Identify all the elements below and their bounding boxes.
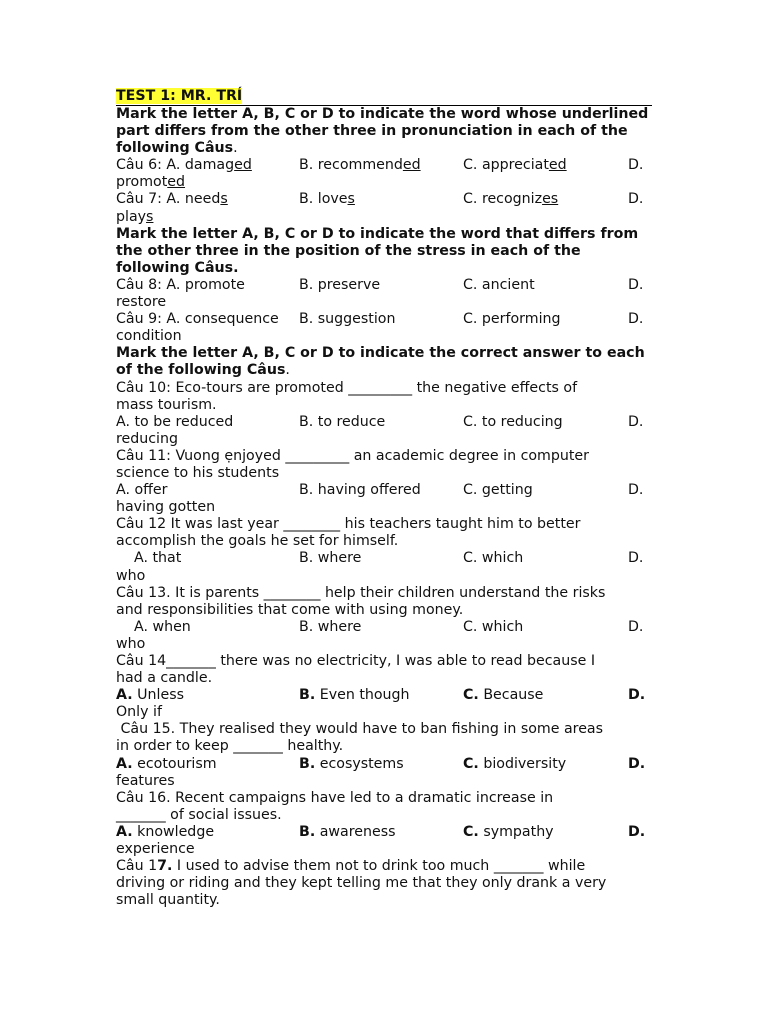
question-13-options: A. when B. where C. which D. — [134, 618, 644, 635]
question-17-stem: Câu 17. I used to advise them not to drink too much _______ while — [116, 858, 586, 875]
question-6-option-d: promoted — [116, 174, 186, 191]
page-title: TEST 1: MR. TRÍ — [116, 88, 243, 104]
question-13-stem: Câu 13. It is parents ________ help their children understand the risks — [116, 584, 606, 601]
question-11-stem: Câu 11: Vuong ẹnjoyed _________ an academic degree in computer — [116, 447, 589, 464]
question-15-stem: Câu 15. They realised they would have to ban fishing in some areas — [116, 721, 604, 738]
question-14-stem: Câu 14_______ there was no electricity, I was able to read because I — [116, 653, 596, 669]
question-8: Câu 8: A. promote B. preserve C. ancient D. — [116, 276, 644, 293]
question-6: Câu 6: A. damaged B. recommended C. appreciated D. — [116, 157, 644, 174]
question-14-options: A. Unless B. Even though C. Because D. — [116, 687, 646, 704]
document-page: TEST 1: MR. TRÍ Mark the letter A, B, C or D to indicate the word whose underlined part differs from the other three in pronunciation in each of the following Câus. Câu 6: A. damaged B. recommended C. appreciated D. promoted Câu 7: A. needs B. loves C. recognizes D. plays Mark the letter A, B, C or D to indicate the word that differs from the other three in the position of the stress in each of the following Câus. Câu 8: A. promote B. preserve C. ancient D. restore Câu 9: A. consequence B. suggestion C. performing D. condition Mark the letter A, B, C or D to indicate the correct answer to each of the following Câus. Câu 10: Eco-tours are promoted _________ the negative effects of mass tourism. A. to be reduced B. to reduce C. to reducing D. reducing Câu 11: Vuong ẹnjoyed _________ an academic degree in computer science to his students A. offer B. having offered C. getting D. having gotten Câu 12 It was last year ________ his teachers taught him to better accomplish the goals he set for himself. A. that B. where C. which D. who Câu 13. It is parents ________ help their children understand the risks and responsibilities that come with using money. A. when B. where C. which D. who Câu 14_______ there was no electricity, I was able to read because I had a candle. A. Unless B. Even though C. Because D. Only if Câu 15. They realised they would have to ban fishing in some areas in order to keep _______ healthy. A. ecotourism B. ecosystems C. biodiversity D. features Câu 16. Recent campaigns have led to a dramatic increase in _______ of social issues. A. knowledge B. awareness C. sympathy D. experience Câu 17. I used to advise them not to drink too much _______ while driving or riding and they kept telling me that they only drank a very small quantity. — [116, 88, 656, 909]
question-15-options: A. ecotourism B. ecosystems C. biodiversity D. — [116, 755, 646, 772]
instruction-pronunciation: Mark the letter A, B, C or D to indicate the word whose underlined part differs from the other three in pronunciation in each of the following Câus. — [116, 106, 649, 157]
question-10-options: A. to be reduced B. to reduce C. to reducing D. — [116, 413, 644, 430]
question-16-options: A. knowledge B. awareness C. sympathy D. — [116, 823, 646, 840]
instruction-correct-answer: Mark the letter A, B, C or D to indicate the correct answer to each of the following Câus. — [116, 345, 645, 379]
question-7: Câu 7: A. needs B. loves C. recognizes D. — [116, 191, 644, 208]
question-12-options: A. that B. where C. which D. — [134, 550, 644, 567]
question-12-stem: Câu 12 It was last year ________ his teachers taught him to better — [116, 516, 581, 533]
instruction-stress: Mark the letter A, B, C or D to indicate the word that differs from the other three in the position of the stress in each of the following Câus. — [116, 225, 639, 276]
question-7-option-d: plays — [116, 208, 154, 225]
question-16-stem: Câu 16. Recent campaigns have led to a dramatic increase in — [116, 789, 554, 806]
question-10-stem: Câu 10: Eco-tours are promoted _________ the negative effects of — [116, 379, 578, 396]
question-11-options: A. offer B. having offered C. getting D. — [116, 482, 644, 499]
title-line — [116, 88, 652, 106]
question-9: Câu 9: A. consequence B. suggestion C. performing D. — [116, 311, 644, 328]
